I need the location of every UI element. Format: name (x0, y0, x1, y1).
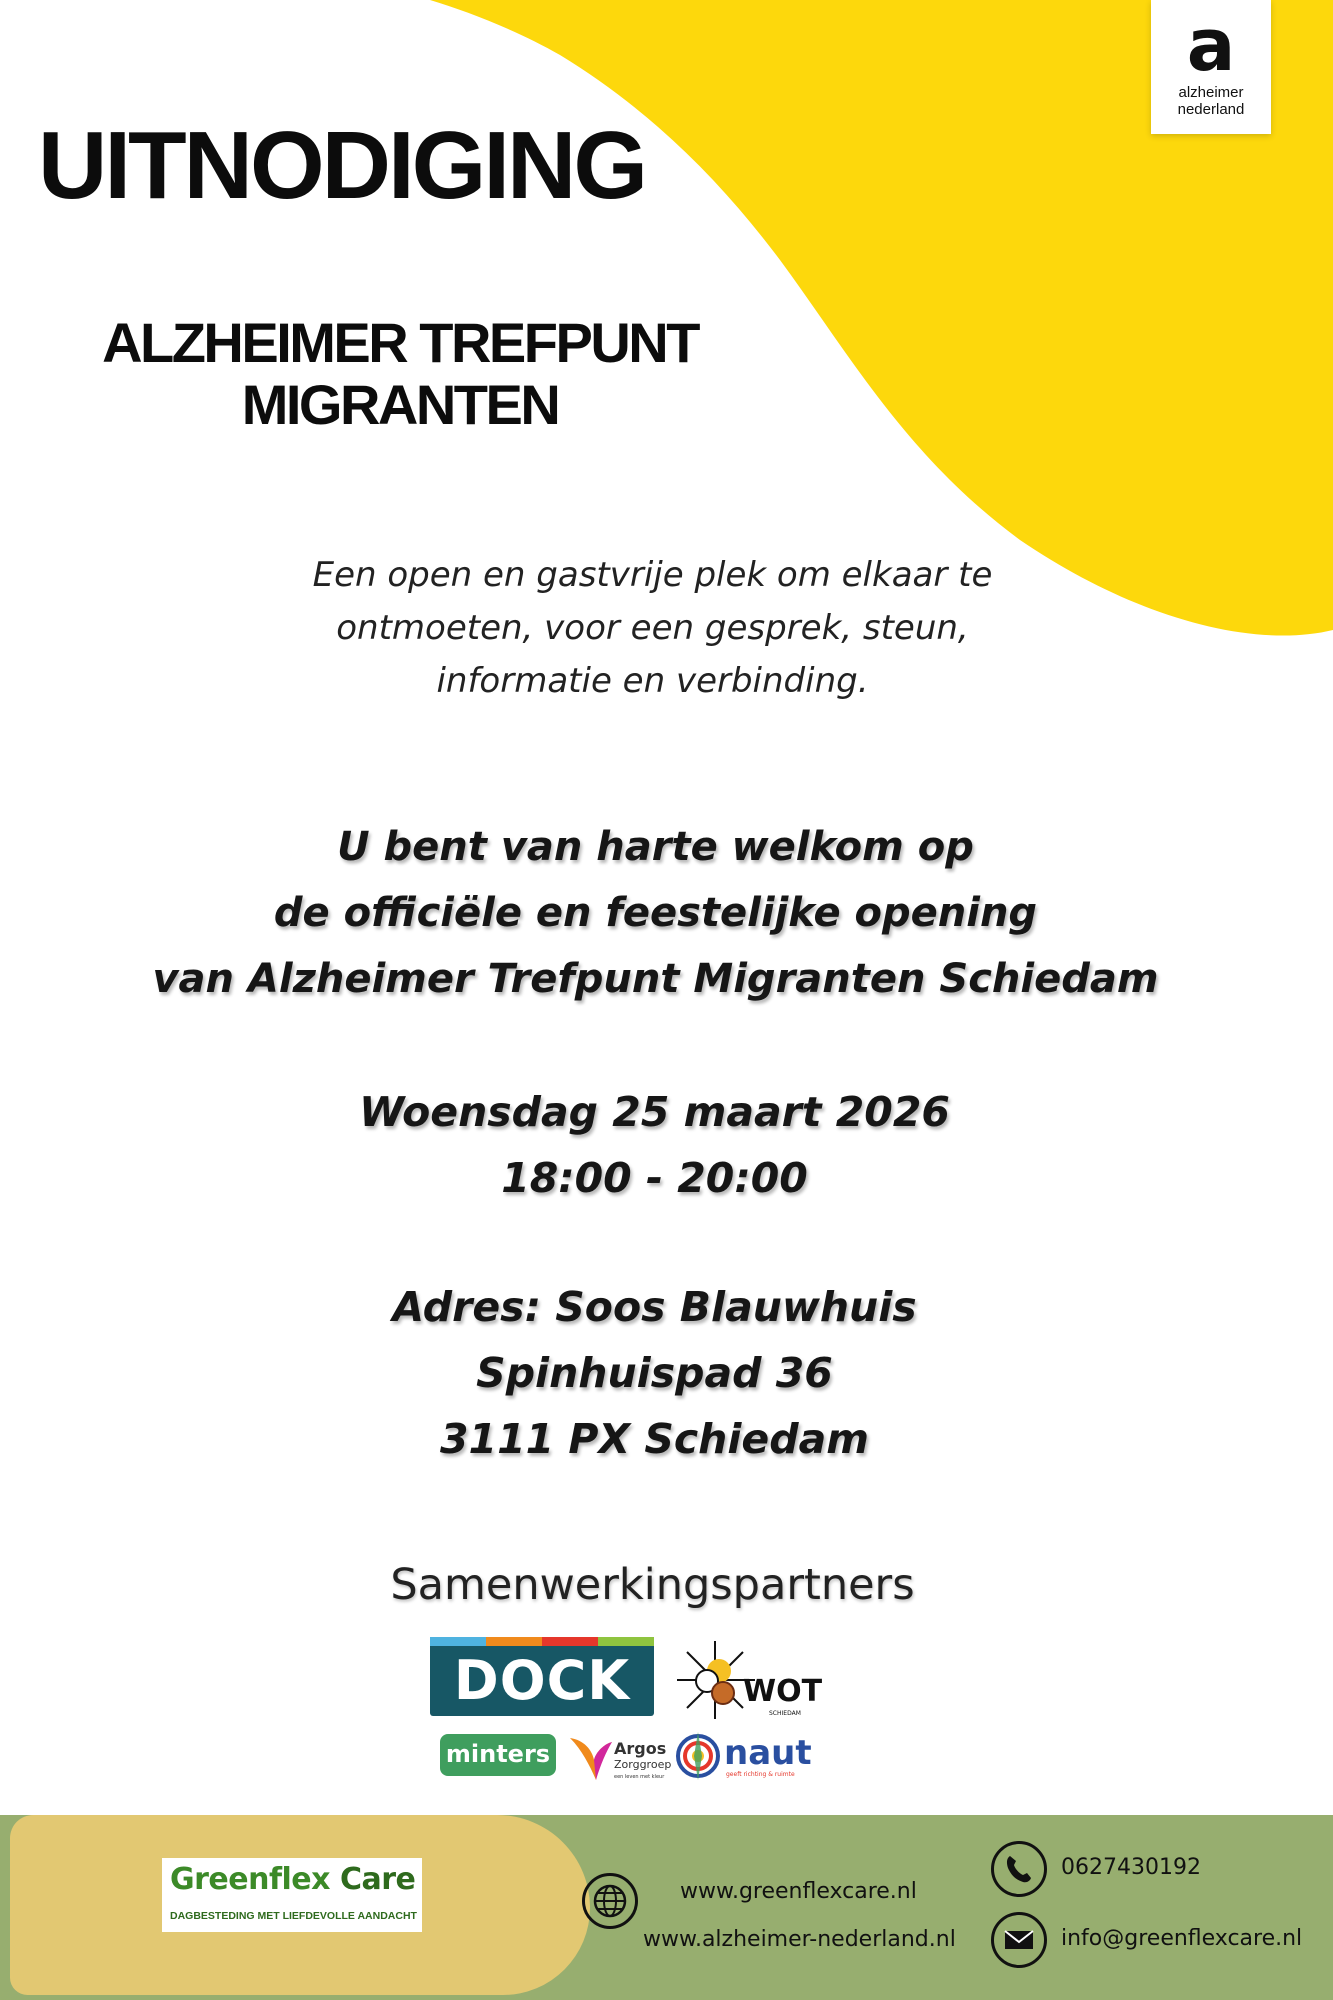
address-line1: Adres: Soos Blauwhuis (392, 1283, 917, 1331)
event-time: 18:00 - 20:00 (501, 1154, 808, 1202)
website-link-greenflex[interactable]: www.greenflexcare.nl (680, 1879, 917, 1904)
greenflex-name-part2: Care (339, 1862, 416, 1897)
dock-logo (430, 1637, 654, 1716)
welcome-line2: de officiële en feestelijke opening (273, 890, 1038, 936)
event-date: Woensdag 25 maart 2026 (359, 1088, 950, 1136)
welcome-line1: U bent van harte welkom op (337, 824, 974, 870)
argos-text: Argos (614, 1739, 667, 1758)
naut-text: naut (724, 1733, 812, 1773)
phone-icon (991, 1841, 1047, 1897)
wot-logo (667, 1635, 827, 1725)
logo-text-line1: alzheimer (1178, 84, 1244, 101)
greenflex-tagline: DAGBESTEDING MET LIEFDEVOLLE AANDACHT (170, 1910, 417, 1922)
website-link-alzheimer[interactable]: www.alzheimer-nederland.nl (643, 1927, 956, 1952)
address-line2: Spinhuispad 36 (476, 1349, 833, 1397)
wot-sub-text: SCHIEDAM (769, 1710, 801, 1717)
partners-heading: Samenwerkingspartners (390, 1560, 915, 1610)
minters-logo (440, 1734, 556, 1776)
greenflex-care-logo (162, 1858, 422, 1932)
intro-line2: ontmoeten, voor een gesprek, steun, (336, 608, 969, 648)
greenflex-name-part1: Greenflex (170, 1862, 331, 1897)
naut-tagline: geeft richting & ruimte (726, 1771, 795, 1778)
address-line3: 3111 PX Schiedam (440, 1415, 869, 1463)
argos-logo (566, 1730, 674, 1786)
subtitle-line1: ALZHEIMER TREFPUNT (102, 311, 698, 374)
alzheimer-nederland-logo (1151, 0, 1271, 134)
welcome-line3: van Alzheimer Trefpunt Migranten Schiedam (152, 956, 1159, 1002)
naut-logo (674, 1728, 826, 1784)
page-title: UITNODIGING (38, 112, 645, 219)
argos-text-line2: Zorggroep (614, 1758, 672, 1771)
envelope-icon (991, 1912, 1047, 1968)
logo-glyph: a (1186, 3, 1236, 87)
subtitle-line2: MIGRANTEN (241, 373, 559, 436)
logo-text-line2: nederland (1177, 101, 1245, 118)
intro-line1: Een open en gastvrije plek om elkaar te (312, 555, 993, 595)
email-address[interactable]: info@greenflexcare.nl (1061, 1926, 1303, 1951)
greenflex-name (170, 1862, 415, 1897)
wot-text: WOT (743, 1674, 823, 1709)
intro-line3: informatie en verbinding. (436, 661, 869, 701)
phone-number[interactable]: 0627430192 (1061, 1855, 1201, 1880)
argos-tagline: een leven met kleur (614, 1774, 665, 1780)
minters-text: minters (445, 1740, 551, 1768)
globe-icon (582, 1873, 638, 1929)
dock-text: DOCK (453, 1649, 631, 1712)
